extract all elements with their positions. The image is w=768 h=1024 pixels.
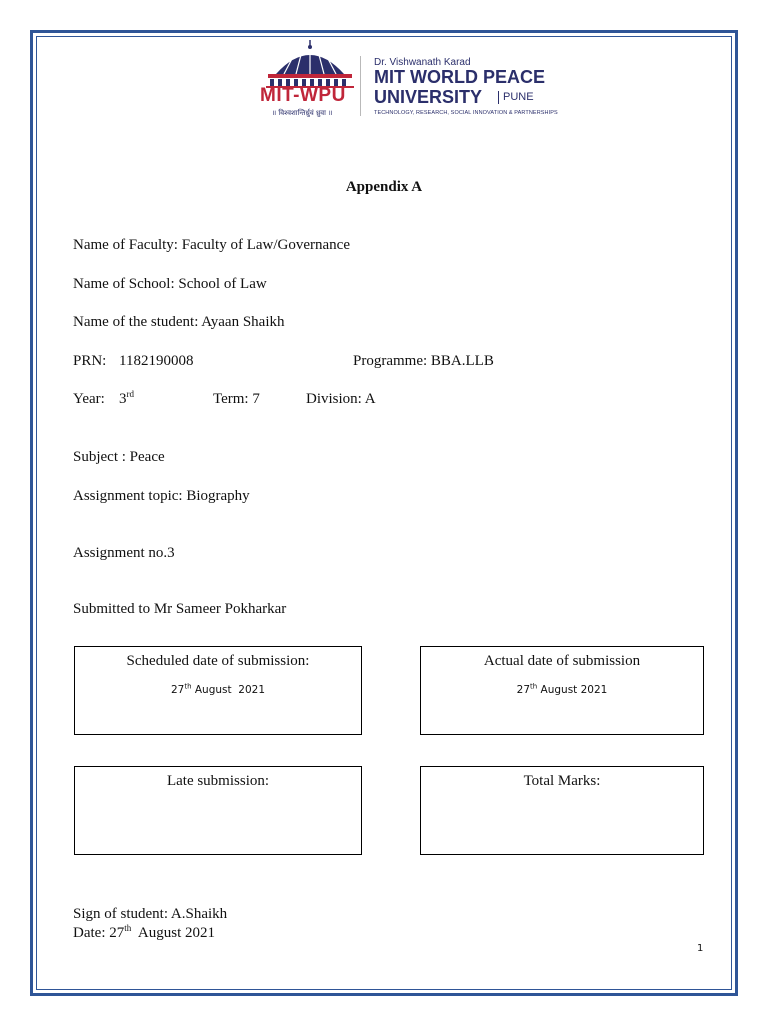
logo-name-line2: UNIVERSITY — [374, 87, 483, 107]
submitted-to-line: Submitted to Mr Sameer Pokharkar — [73, 601, 287, 617]
year-label: Year: — [73, 391, 105, 407]
late-submission-title: Late submission: — [166, 773, 270, 789]
faculty-line: Name of Faculty: Faculty of Law/Governance — [73, 237, 350, 253]
scheduled-date-title: Scheduled date of submission: — [126, 653, 310, 669]
actual-date-box — [420, 646, 704, 735]
actual-date-value: 27th August 2021 — [516, 682, 608, 696]
logo-tagline: TECHNOLOGY, RESEARCH, SOCIAL INNOVATION & PARTNERSHIPS — [374, 110, 558, 116]
school-line: Name of School: School of Law — [73, 276, 267, 292]
programme-line: Programme: BBA.LLB — [353, 353, 494, 369]
logo-founder: Dr. Vishwanath Karad — [374, 57, 471, 68]
subject-line: Subject : Peace — [73, 449, 165, 465]
logo-divider — [360, 56, 361, 116]
logo-short-name: MIT-WPU — [260, 85, 346, 106]
student-signature-line: Sign of student: A.Shaikh — [73, 906, 228, 922]
assignment-topic-line: Assignment topic: Biography — [73, 488, 250, 504]
student-name-line: Name of the student: Ayaan Shaikh — [73, 314, 285, 330]
logo-city: PUNE — [498, 91, 534, 104]
prn-label: PRN: — [73, 353, 107, 369]
year-value: 3rd — [119, 389, 134, 407]
university-logo — [258, 38, 558, 118]
logo-name-line1: MIT WORLD PEACE — [374, 67, 545, 87]
assignment-number-line: Assignment no.3 — [73, 545, 175, 561]
date-line: Date: 27th August 2021 — [73, 923, 216, 941]
page-title: Appendix A — [345, 179, 423, 195]
page-number: 1 — [697, 943, 704, 954]
dome-emblem-icon — [262, 38, 358, 88]
actual-date-title: Actual date of submission — [483, 653, 641, 669]
scheduled-date-value: 27th August 2021 — [170, 682, 266, 696]
prn-value: 1182190008 — [119, 353, 194, 369]
scheduled-date-box — [74, 646, 362, 735]
term-line: Term: 7 — [213, 391, 260, 407]
total-marks-box — [420, 766, 704, 855]
logo-motto: ॥ विश्वशान्तिर्ध्रुवं ध्रुवा ॥ — [272, 109, 333, 117]
division-line: Division: A — [306, 391, 376, 407]
late-submission-box — [74, 766, 362, 855]
total-marks-title: Total Marks: — [523, 773, 601, 789]
